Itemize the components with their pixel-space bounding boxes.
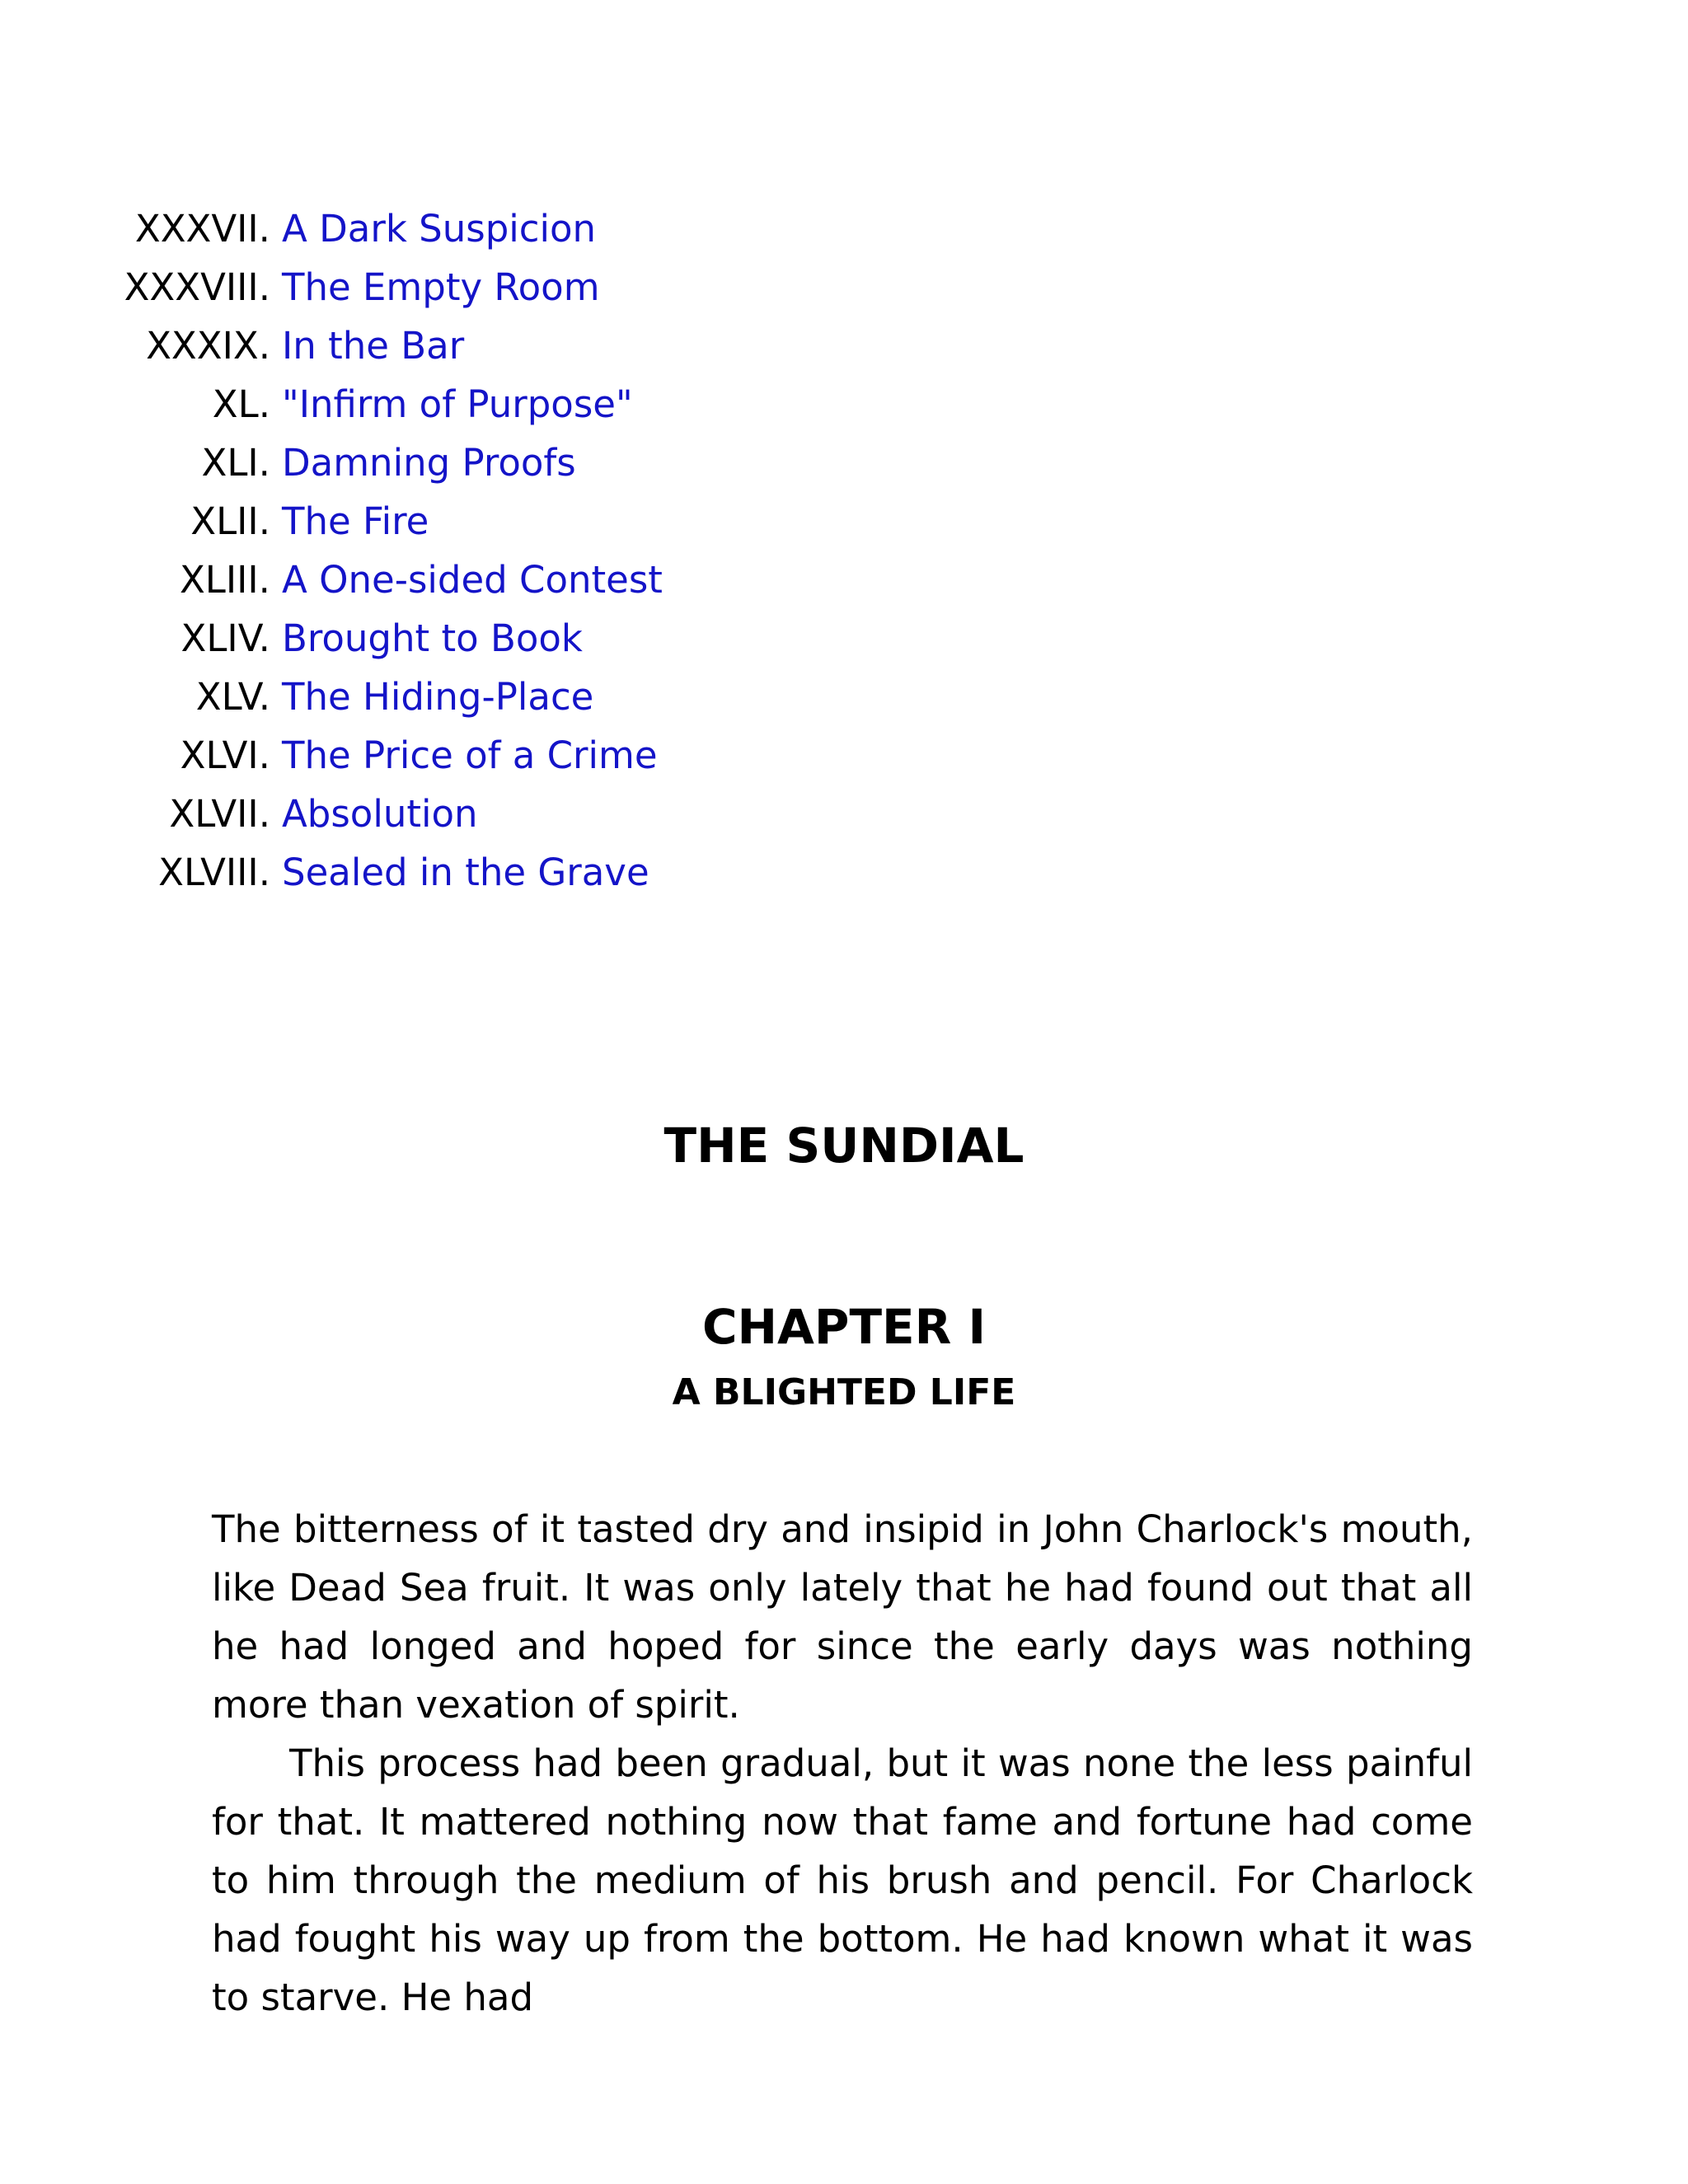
toc-entry: [0, 551, 824, 609]
toc-chapter-number: XLIV.: [181, 616, 270, 660]
toc-chapter-link[interactable]: The Price of a Crime: [282, 733, 658, 777]
toc-entry: [0, 199, 824, 258]
toc-entry: [0, 843, 824, 902]
toc-chapter-link[interactable]: In the Bar: [282, 324, 465, 368]
body-paragraph: This process had been gradual, but it was none the less painful for that. It mattered nothing now that fame and fortune had come to him through the medium of his brush and pencil. For Charlock had fought his way up from the bottom. He had known what it was to starve. He had: [212, 1741, 1473, 2019]
toc-chapter-link[interactable]: Brought to Book: [282, 616, 583, 660]
toc-chapter-number: XLII.: [190, 499, 270, 543]
table-of-contents: [0, 199, 824, 902]
toc-entry: [0, 668, 824, 726]
chapter-subtitle: A BLIGHTED LIFE: [672, 1371, 1016, 1413]
toc-entry: [0, 375, 824, 434]
toc-chapter-number: XLIII.: [179, 558, 270, 602]
toc-entry: [0, 434, 824, 492]
chapter-body: [212, 1500, 1473, 2027]
toc-chapter-number: XLVII.: [169, 792, 270, 836]
toc-entry: [0, 785, 824, 843]
toc-chapter-link[interactable]: A Dark Suspicion: [282, 207, 597, 251]
toc-chapter-number: XXXVIII.: [124, 265, 270, 309]
toc-chapter-link[interactable]: Sealed in the Grave: [282, 851, 649, 894]
toc-chapter-number: XL.: [212, 382, 270, 426]
toc-chapter-link[interactable]: Damning Proofs: [282, 441, 576, 485]
toc-entry: [0, 726, 824, 785]
toc-chapter-number: XLVIII.: [158, 851, 270, 894]
book-title: THE SUNDIAL: [663, 1118, 1025, 1174]
toc-chapter-number: XXXIX.: [146, 324, 270, 368]
toc-entry: [0, 609, 824, 668]
toc-chapter-number: XLVI.: [180, 733, 270, 777]
body-paragraph: The bitterness of it tasted dry and insipid in John Charlock's mouth, like Dead Sea fruit. It was only lately that he had found out that all he had longed and hoped for since the early days was nothing more than vexation of spirit.: [212, 1507, 1473, 1727]
toc-entry: [0, 258, 824, 316]
toc-chapter-link[interactable]: "Infirm of Purpose": [282, 382, 633, 426]
toc-chapter-link[interactable]: The Empty Room: [282, 265, 600, 309]
toc-chapter-number: XLI.: [201, 441, 270, 485]
toc-chapter-link[interactable]: The Hiding-Place: [282, 675, 594, 719]
toc-entry: [0, 492, 824, 551]
toc-chapter-number: XLV.: [195, 675, 270, 719]
toc-chapter-link[interactable]: The Fire: [282, 499, 429, 543]
toc-entry: [0, 316, 824, 375]
toc-chapter-link[interactable]: Absolution: [282, 792, 478, 836]
toc-chapter-link[interactable]: A One-sided Contest: [282, 558, 663, 602]
chapter-heading: CHAPTER I: [701, 1299, 987, 1355]
toc-chapter-number: XXXVII.: [134, 207, 270, 251]
